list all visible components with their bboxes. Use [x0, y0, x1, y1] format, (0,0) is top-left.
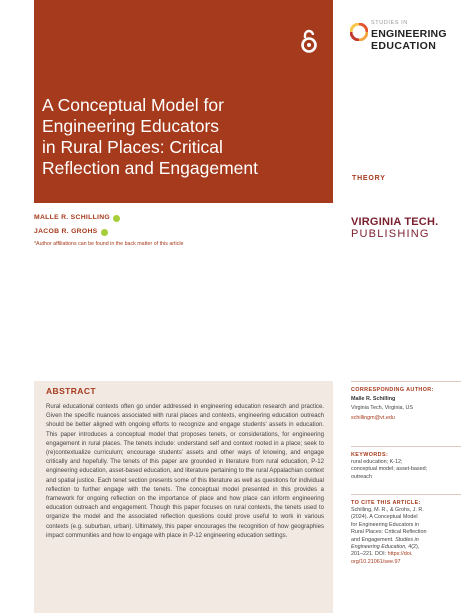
- article-type: THEORY: [352, 175, 386, 182]
- doi-link[interactable]: https://doi.: [387, 551, 413, 558]
- publisher-line2: PUBLISHING: [351, 228, 430, 240]
- cite-journal: Studies in: [395, 536, 419, 543]
- author-name: JACOB R. GROHS: [34, 228, 98, 235]
- cite-line: Rural Places: Critical Reflection: [351, 529, 427, 536]
- corresponding-label: CORRESPONDING AUTHOR:: [351, 387, 434, 393]
- article-title: [42, 95, 327, 179]
- keywords-line: conceptual model; asset-based;: [351, 466, 428, 473]
- title-line: Engineering Educators: [42, 116, 220, 136]
- cite-line: [351, 551, 461, 558]
- cite-journal2: Engineering Education,: [351, 544, 407, 551]
- cite-line: [351, 537, 461, 544]
- publisher-line1: VIRGINIA TECH.: [351, 216, 439, 228]
- keywords: [351, 452, 461, 481]
- corresponding-name: Malle R. Schilling: [351, 396, 396, 402]
- keywords-line: outreach: [351, 473, 372, 480]
- journal-logo-line2: EDUCATION: [371, 40, 437, 52]
- journal-ring-icon: [350, 23, 368, 41]
- author: [34, 228, 334, 236]
- doi-link[interactable]: org/10.21061/see.97: [351, 558, 401, 565]
- journal-logo-small: STUDIES IN: [371, 20, 408, 26]
- orcid-icon[interactable]: [113, 215, 120, 222]
- cite-line: for Engineering Educators in: [351, 521, 420, 528]
- cite-pages: 201–221. DOI:: [351, 551, 387, 558]
- publisher-logo[interactable]: [351, 216, 461, 241]
- author: [34, 214, 334, 222]
- orcid-icon[interactable]: [101, 229, 108, 236]
- cite-issue: 4(2),: [408, 544, 420, 551]
- corresponding-email[interactable]: schillingm@vt.edu: [351, 414, 395, 421]
- cite-label: TO CITE THIS ARTICLE:: [351, 500, 421, 506]
- sidebar-divider: [351, 494, 461, 495]
- abstract-body: Rural educational contexts often go under addressed in engineering education research and practice. Given the specific nuances associated with rural places and contexts, engineering education outreach should be better aligned with ongoing efforts to recognize and engage students' assets in education. This paper introduces a conceptual model that proposes tenets, or considerations, for engineering engagement in rural places. The tenets include: understand self and context rooted in a place; seek to (re)contextualize curriculum; encourage students' assets and other ways of knowing, and engage critically and hopefully. The tenets of this paper are grounded in literature from rural education, P-12 engineering education, asset-based education, and literature pertaining to the rural Appalachian context and spatial justice. Each tenet section presents some of this literature as well as questions for individual reflection to further engage with the tenets. The conceptual model presented in this provides a framework for ongoing reflection on the importance of place and how place can inform engineering education outreach and engagement. Though this paper focuses on rural contexts, the tenets used to organize the model and the associated reflection questions could prove useful to work in various contexts (e.g. suburban, urban). Ultimately, this paper encourages the recognition of how geographies impact communities and how to engage with place in P-12 engineering education settings.: [46, 404, 324, 539]
- journal-logo-line1: ENGINEERING: [371, 28, 447, 40]
- corresponding-affil: Virginia Tech, Virginia, US: [351, 405, 414, 412]
- citation: [351, 500, 461, 566]
- affiliation-note: *Author affiliations can be found in the back matter of this article: [34, 241, 184, 247]
- keywords-label: KEYWORDS:: [351, 452, 389, 458]
- cite-line5: and Engagement.: [351, 536, 394, 543]
- keywords-line: rural education; K-12;: [351, 459, 403, 465]
- abstract-heading: ABSTRACT: [46, 386, 96, 396]
- sidebar-divider: [351, 381, 461, 382]
- title-line: in Rural Places: Critical: [42, 137, 223, 157]
- title-banner: [34, 0, 333, 203]
- abstract-box: [34, 381, 333, 613]
- cite-line: [351, 544, 461, 551]
- sidebar-divider: [351, 446, 461, 447]
- title-line: A Conceptual Model for: [42, 95, 224, 115]
- corresponding-author: [351, 387, 461, 422]
- author-name: MALLE R. SCHILLING: [34, 214, 111, 221]
- title-line: Reflection and Engagement: [42, 158, 258, 178]
- cite-line: (2024). A Conceptual Model: [351, 514, 418, 521]
- open-access-icon: [299, 28, 319, 54]
- journal-logo[interactable]: [350, 20, 450, 54]
- cite-line: Schilling, M. R., & Grohs, J. R.: [351, 507, 424, 513]
- author-block: [34, 214, 334, 248]
